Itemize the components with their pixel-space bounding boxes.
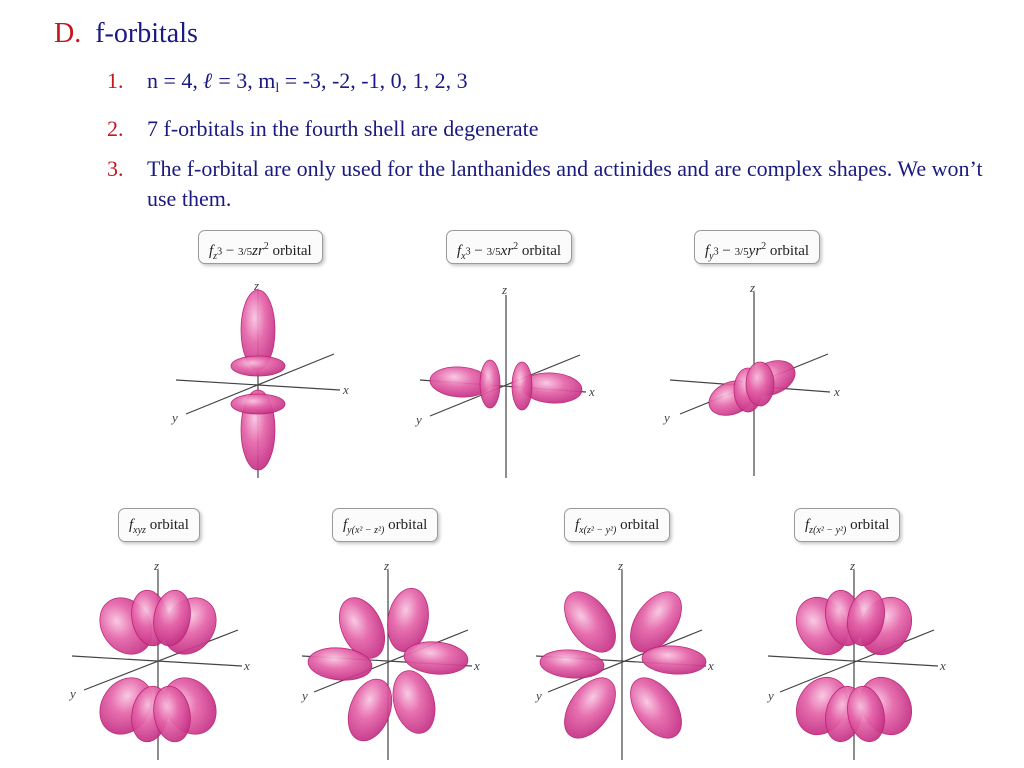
list-number: 2. — [107, 116, 124, 141]
ml-values: = -3, -2, -1, 0, 1, 2, 3 — [279, 68, 468, 93]
axis-label-z: z — [850, 558, 856, 573]
torus — [231, 394, 285, 414]
axis-label-y: y — [302, 688, 308, 703]
axis-label-x: x — [244, 658, 250, 673]
label-fxyz: $f_{xyz}$ orbital — [118, 508, 200, 542]
axis-label-y: y — [416, 412, 422, 427]
label-fz3: $f_{z^3} - 3/5zr^2$ orbital — [198, 230, 323, 264]
lobe — [641, 644, 707, 676]
axis-label-y: y — [664, 410, 670, 425]
list-number: 3. — [107, 156, 124, 181]
label-fy-x2-z2: $f_{y(x^2 - z^2)}$ orbital — [332, 508, 438, 542]
torus — [231, 356, 285, 376]
ell-value: = 3, m — [212, 68, 276, 93]
axis-label-x: x — [708, 658, 714, 673]
lobe — [539, 648, 605, 680]
lobe — [386, 666, 441, 738]
axis-label-y: y — [70, 686, 76, 701]
heading-title: f-orbitals — [95, 18, 198, 49]
orbital-fy-x2-z2 — [300, 558, 480, 760]
label-fx3: $f_{x^3} - 3/5xr^2$ orbital — [446, 230, 572, 264]
label-fy3: $f_{y^3} - 3/5yr^2$ orbital — [694, 230, 820, 264]
axis-label-z: z — [154, 558, 160, 573]
heading-number: D. — [54, 18, 82, 49]
lobe — [554, 669, 626, 748]
list-text: The f-orbital are only used for the lanthanides and actinides and are complex shapes. We won’t use them. — [147, 156, 983, 211]
lobe — [340, 673, 399, 747]
n-value: n = 4, — [147, 68, 204, 93]
lobe — [620, 669, 692, 748]
torus — [512, 362, 532, 410]
label-fx-z2-y2: $f_{x(z^2 - y^2)}$ orbital — [564, 508, 670, 542]
axis-label-x: x — [940, 658, 946, 673]
ml-subscript: l — [275, 81, 280, 96]
list-number: 1. — [107, 68, 124, 93]
axis-label-x: x — [343, 382, 349, 397]
axis-label-z: z — [384, 558, 390, 573]
axis-label-z: z — [618, 558, 624, 573]
orbital-fz3 — [170, 278, 349, 478]
torus — [746, 362, 774, 406]
axis-label-x: x — [834, 384, 840, 399]
orbital-fy3 — [662, 280, 840, 476]
axis-label-y: y — [536, 688, 542, 703]
orbital-fz-x2-y2 — [766, 558, 946, 760]
axis-label-x: x — [474, 658, 480, 673]
orbital-fxyz — [68, 558, 250, 760]
axis-label-y: y — [768, 688, 774, 703]
orbital-fx3 — [414, 282, 595, 478]
label-fz-x2-y2: $f_{z(x^2 - y^2)}$ orbital — [794, 508, 900, 542]
axis-label-x: x — [589, 384, 595, 399]
axis-label-z: z — [254, 278, 260, 293]
axis-label-z: z — [502, 282, 508, 297]
ell-symbol: ℓ — [203, 68, 213, 94]
axis-label-y: y — [172, 410, 178, 425]
orbital-fx-z2-y2 — [534, 558, 714, 760]
torus — [480, 360, 500, 408]
list-text: 7 f-orbitals in the fourth shell are degenerate — [147, 116, 539, 141]
axis-label-z: z — [750, 280, 756, 295]
